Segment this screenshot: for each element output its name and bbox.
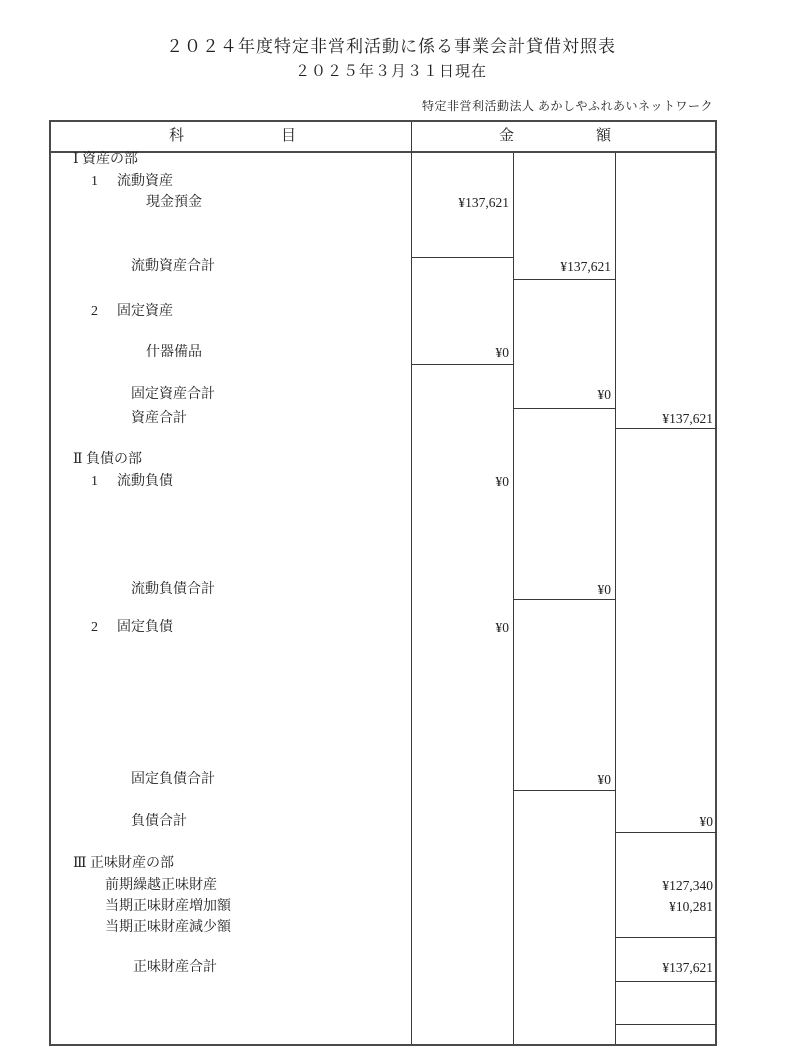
subject-header-char: 目 (280, 128, 296, 144)
amount-assets-total: ¥137,621 (662, 411, 713, 426)
col1-rule-line (411, 257, 513, 258)
amount-header-char: 金 (499, 128, 515, 144)
label-current-assets-total: 流動資産合計 (131, 259, 215, 274)
amount-fixtures: ¥0 (495, 345, 509, 360)
amount-fixed-liabilities-total: ¥0 (597, 772, 611, 787)
label-fixtures: 什器備品 (146, 345, 202, 360)
label-net-assets-increase: 当期正味財産増加額 (105, 899, 231, 914)
subject-amount-divider-line (411, 122, 412, 1044)
organization-name: 特定非営利活動法人 あかしやふれあいネットワーク (421, 99, 713, 113)
amount-current-assets-total: ¥137,621 (560, 259, 611, 274)
subject-header-char: 科 (169, 128, 185, 144)
amount-cash-deposits: ¥137,621 (458, 195, 509, 210)
amount-liabilities-total: ¥0 (699, 814, 713, 829)
label-current-liabilities: 流動負債 (117, 474, 173, 489)
label-prev-period-net-assets: 前期繰越正味財産 (105, 878, 217, 893)
col2-rule-line (513, 408, 615, 409)
label-liabilities-total: 負債合計 (131, 814, 187, 829)
label-net-assets-total: 正味財産合計 (133, 960, 217, 975)
amount-net-assets-total: ¥137,621 (662, 960, 713, 975)
label-assets-part: Ⅰ 資産の部 (73, 152, 139, 167)
label-fixed-assets-total: 固定資産合計 (131, 387, 215, 402)
amount-current-liabilities: ¥0 (495, 474, 509, 489)
label-assets-total: 資産合計 (131, 411, 187, 426)
col3-rule-line (615, 1024, 717, 1025)
amount-current-liabilities-total: ¥0 (597, 582, 611, 597)
label-fixed-liabilities-total: 固定負債合計 (131, 772, 215, 787)
column-header-amount (499, 126, 611, 146)
balance-sheet-table (49, 120, 717, 1046)
label-current-liabilities-num: 1 (91, 474, 98, 489)
document-date: ２０２５年３月３１日現在 (294, 64, 487, 80)
label-net-assets-decrease: 当期正味財産減少額 (105, 920, 231, 935)
amount-fixed-liabilities: ¥0 (495, 620, 509, 635)
label-fixed-assets-num: 2 (91, 304, 98, 319)
label-net-assets-part: Ⅲ 正味財産の部 (73, 856, 175, 871)
label-liabilities-part: Ⅱ 負債の部 (73, 452, 143, 467)
col2-rule-line (513, 790, 615, 791)
page-title: ２０２４年度特定非営利活動に係る事業会計貸借対照表 (166, 37, 616, 56)
label-current-assets: 流動資産 (117, 174, 173, 189)
col2-rule-line (513, 279, 615, 280)
label-fixed-liabilities-num: 2 (91, 620, 98, 635)
col3-rule-line (615, 832, 717, 833)
label-cash-deposits: 現金預金 (146, 195, 202, 210)
label-current-liabilities-total: 流動負債合計 (131, 582, 215, 597)
label-current-assets-num: 1 (91, 174, 98, 189)
amount-prev-period-net-assets: ¥127,340 (662, 878, 713, 893)
label-fixed-liabilities: 固定負債 (117, 620, 173, 635)
label-fixed-assets: 固定資産 (117, 304, 173, 319)
amount-fixed-assets-total: ¥0 (597, 387, 611, 402)
amount-header-char: 額 (595, 128, 611, 144)
amount-net-assets-increase: ¥10,281 (669, 899, 713, 914)
column-header-subject (169, 126, 296, 146)
col3-rule-line (615, 937, 717, 938)
col3-rule-line (615, 981, 717, 982)
col1-rule-line (411, 364, 513, 365)
